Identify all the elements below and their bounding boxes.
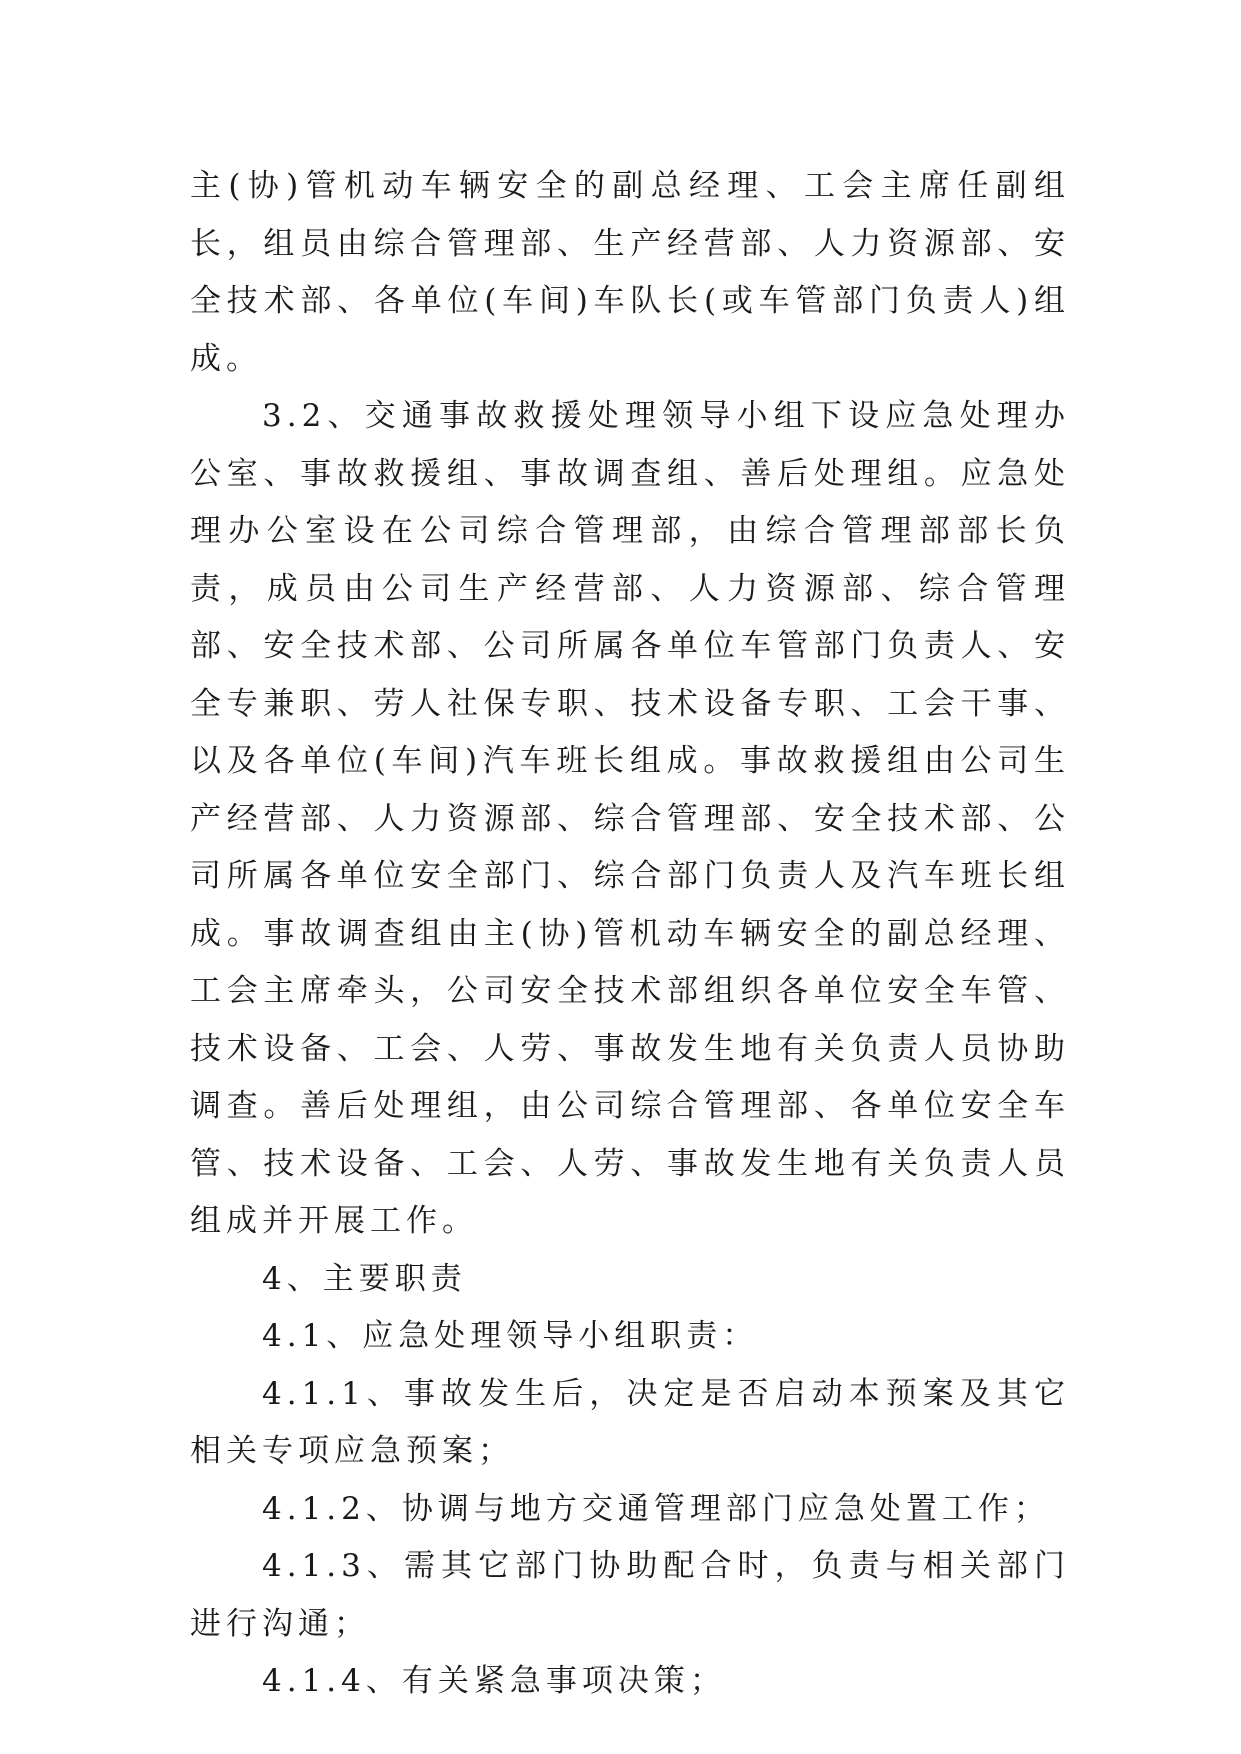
item-4-1-3: 4.1.3、需其它部门协助配合时，负责与相关部门进行沟通； [190,1548,1070,1642]
paragraph-3-2-sub-groups: 3.2、交通事故救援处理领导小组下设应急处理办公室、事故救援组、事故调查组、善后处理组。应急处理办公室设在公司综合管理部，由综合管理部部长负责，成员由公司生产经营部、人力资源部、综合管理部、安全技术部、公司所属各单位车管部门负责人、安全专兼职、劳人社保专职、技术设备专职、工会干事、以及各单位(车间)汽车班长组成。事故救援组由公司生产经营部、人力资源部、综合管理部、安全技术部、公司所属各单位安全部门、综合部门负责人及汽车班长组成。事故调查组由主(协)管机动车辆安全的副总经理、工会主席牵头，公司安全技术部组织各单位安全车管、技术设备、工会、人劳、事故发生地有关负责人员协助调查。善后处理组，由公司综合管理部、各单位安全车管、技术设备、工会、人劳、事故发生地有关负责人员组成并开展工作。 [190,398,1070,1239]
item-4-1-4: 4.1.4、有关紧急事项决策； [262,1663,726,1699]
heading-4-1-leadership-duties: 4.1、应急处理领导小组职责： [262,1318,759,1354]
paragraph-group-composition: 主(协)管机动车辆安全的副总经理、工会主席任副组长，组员由综合管理部、生产经营部、人力资源部、安全技术部、各单位(车间)车队长(或车管部门负责人)组成。 [190,168,1070,377]
heading-4-main-duties: 4、主要职责 [262,1260,467,1297]
item-4-1-1: 4.1.1、事故发生后，决定是否启动本预案及其它相关专项应急预案； [190,1375,1070,1469]
item-4-1-2: 4.1.2、协调与地方交通管理部门应急处置工作； [262,1490,1050,1527]
document-body [190,158,1070,1711]
